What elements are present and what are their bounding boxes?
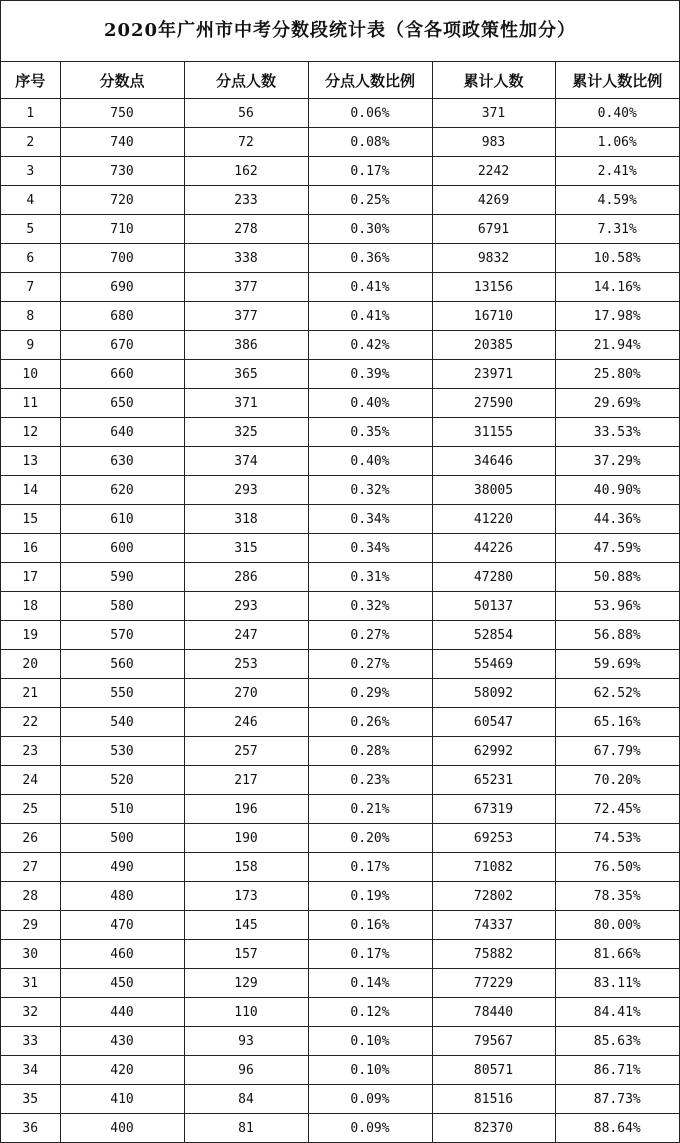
cell-cumulative: 72802 bbox=[432, 882, 555, 911]
cell-cumulative-ratio: 70.20% bbox=[555, 766, 679, 795]
cell-cumulative: 27590 bbox=[432, 389, 555, 418]
cell-score: 750 bbox=[60, 99, 184, 128]
table-row bbox=[1, 128, 679, 157]
cell-score: 560 bbox=[60, 650, 184, 679]
cell-cumulative: 71082 bbox=[432, 853, 555, 882]
table-row bbox=[1, 563, 679, 592]
cell-count-ratio: 0.36% bbox=[308, 244, 432, 273]
cell-cumulative-ratio: 37.29% bbox=[555, 447, 679, 476]
cell-count: 246 bbox=[184, 708, 308, 737]
cell-score: 530 bbox=[60, 737, 184, 766]
cell-cumulative: 41220 bbox=[432, 505, 555, 534]
cell-count-ratio: 0.34% bbox=[308, 534, 432, 563]
cell-cumulative-ratio: 40.90% bbox=[555, 476, 679, 505]
cell-index: 5 bbox=[1, 215, 60, 244]
cell-score: 570 bbox=[60, 621, 184, 650]
cell-score: 440 bbox=[60, 998, 184, 1027]
cell-index: 13 bbox=[1, 447, 60, 476]
cell-cumulative-ratio: 74.53% bbox=[555, 824, 679, 853]
cell-score: 420 bbox=[60, 1056, 184, 1085]
table-row bbox=[1, 331, 679, 360]
cell-score: 730 bbox=[60, 157, 184, 186]
cell-count: 173 bbox=[184, 882, 308, 911]
cell-count: 325 bbox=[184, 418, 308, 447]
cell-count: 158 bbox=[184, 853, 308, 882]
table-row bbox=[1, 360, 679, 389]
cell-count: 377 bbox=[184, 273, 308, 302]
table-row bbox=[1, 737, 679, 766]
table-row bbox=[1, 418, 679, 447]
cell-index: 22 bbox=[1, 708, 60, 737]
cell-count-ratio: 0.31% bbox=[308, 563, 432, 592]
cell-index: 25 bbox=[1, 795, 60, 824]
cell-cumulative-ratio: 53.96% bbox=[555, 592, 679, 621]
cell-index: 24 bbox=[1, 766, 60, 795]
cell-cumulative-ratio: 25.80% bbox=[555, 360, 679, 389]
cell-count-ratio: 0.19% bbox=[308, 882, 432, 911]
cell-cumulative: 2242 bbox=[432, 157, 555, 186]
cell-index: 26 bbox=[1, 824, 60, 853]
cell-score: 490 bbox=[60, 853, 184, 882]
cell-cumulative-ratio: 10.58% bbox=[555, 244, 679, 273]
cell-score: 540 bbox=[60, 708, 184, 737]
cell-cumulative: 47280 bbox=[432, 563, 555, 592]
table-row bbox=[1, 534, 679, 563]
cell-count-ratio: 0.09% bbox=[308, 1114, 432, 1143]
cell-cumulative: 55469 bbox=[432, 650, 555, 679]
table-row bbox=[1, 824, 679, 853]
table-row bbox=[1, 505, 679, 534]
cell-cumulative-ratio: 29.69% bbox=[555, 389, 679, 418]
cell-index: 18 bbox=[1, 592, 60, 621]
cell-cumulative: 34646 bbox=[432, 447, 555, 476]
cell-count: 257 bbox=[184, 737, 308, 766]
table-row bbox=[1, 447, 679, 476]
header-row bbox=[1, 62, 679, 99]
table-row bbox=[1, 882, 679, 911]
table-header bbox=[1, 62, 679, 99]
cell-score: 550 bbox=[60, 679, 184, 708]
cell-count: 247 bbox=[184, 621, 308, 650]
table-row bbox=[1, 708, 679, 737]
table-body bbox=[1, 99, 679, 1143]
cell-count: 129 bbox=[184, 969, 308, 998]
cell-count: 374 bbox=[184, 447, 308, 476]
cell-score: 720 bbox=[60, 186, 184, 215]
cell-count: 377 bbox=[184, 302, 308, 331]
cell-cumulative: 16710 bbox=[432, 302, 555, 331]
cell-count-ratio: 0.41% bbox=[308, 302, 432, 331]
cell-cumulative: 62992 bbox=[432, 737, 555, 766]
cell-index: 17 bbox=[1, 563, 60, 592]
table-row bbox=[1, 389, 679, 418]
table-row bbox=[1, 186, 679, 215]
cell-score: 600 bbox=[60, 534, 184, 563]
header-cumulative-ratio: 累计人数比例 bbox=[555, 62, 679, 99]
cell-count-ratio: 0.10% bbox=[308, 1027, 432, 1056]
cell-count-ratio: 0.23% bbox=[308, 766, 432, 795]
cell-cumulative: 79567 bbox=[432, 1027, 555, 1056]
header-cumulative: 累计人数 bbox=[432, 62, 555, 99]
cell-cumulative-ratio: 84.41% bbox=[555, 998, 679, 1027]
cell-count: 110 bbox=[184, 998, 308, 1027]
cell-index: 34 bbox=[1, 1056, 60, 1085]
cell-cumulative: 65231 bbox=[432, 766, 555, 795]
cell-index: 33 bbox=[1, 1027, 60, 1056]
cell-cumulative-ratio: 86.71% bbox=[555, 1056, 679, 1085]
table-row bbox=[1, 853, 679, 882]
cell-count-ratio: 0.25% bbox=[308, 186, 432, 215]
cell-count: 293 bbox=[184, 476, 308, 505]
cell-count-ratio: 0.16% bbox=[308, 911, 432, 940]
cell-cumulative: 52854 bbox=[432, 621, 555, 650]
cell-count: 278 bbox=[184, 215, 308, 244]
cell-count-ratio: 0.17% bbox=[308, 940, 432, 969]
cell-cumulative-ratio: 62.52% bbox=[555, 679, 679, 708]
cell-count-ratio: 0.14% bbox=[308, 969, 432, 998]
score-table bbox=[1, 62, 679, 1143]
cell-score: 680 bbox=[60, 302, 184, 331]
cell-cumulative-ratio: 65.16% bbox=[555, 708, 679, 737]
cell-score: 740 bbox=[60, 128, 184, 157]
cell-count: 386 bbox=[184, 331, 308, 360]
cell-score: 480 bbox=[60, 882, 184, 911]
cell-count: 196 bbox=[184, 795, 308, 824]
cell-score: 400 bbox=[60, 1114, 184, 1143]
table-row bbox=[1, 592, 679, 621]
cell-score: 620 bbox=[60, 476, 184, 505]
cell-count: 190 bbox=[184, 824, 308, 853]
cell-count: 145 bbox=[184, 911, 308, 940]
cell-score: 590 bbox=[60, 563, 184, 592]
cell-cumulative-ratio: 2.41% bbox=[555, 157, 679, 186]
table-row bbox=[1, 1056, 679, 1085]
cell-count: 315 bbox=[184, 534, 308, 563]
cell-score: 470 bbox=[60, 911, 184, 940]
cell-cumulative: 81516 bbox=[432, 1085, 555, 1114]
cell-count-ratio: 0.17% bbox=[308, 853, 432, 882]
cell-index: 21 bbox=[1, 679, 60, 708]
cell-count: 286 bbox=[184, 563, 308, 592]
cell-cumulative-ratio: 44.36% bbox=[555, 505, 679, 534]
cell-cumulative-ratio: 0.40% bbox=[555, 99, 679, 128]
cell-index: 35 bbox=[1, 1085, 60, 1114]
table-row bbox=[1, 969, 679, 998]
cell-score: 660 bbox=[60, 360, 184, 389]
header-index: 序号 bbox=[1, 62, 60, 99]
cell-cumulative-ratio: 1.06% bbox=[555, 128, 679, 157]
cell-index: 36 bbox=[1, 1114, 60, 1143]
cell-cumulative-ratio: 72.45% bbox=[555, 795, 679, 824]
cell-cumulative: 44226 bbox=[432, 534, 555, 563]
cell-score: 630 bbox=[60, 447, 184, 476]
table-row bbox=[1, 157, 679, 186]
cell-cumulative-ratio: 56.88% bbox=[555, 621, 679, 650]
cell-count-ratio: 0.40% bbox=[308, 447, 432, 476]
cell-cumulative: 983 bbox=[432, 128, 555, 157]
cell-score: 640 bbox=[60, 418, 184, 447]
table-row bbox=[1, 998, 679, 1027]
cell-cumulative: 77229 bbox=[432, 969, 555, 998]
cell-score: 650 bbox=[60, 389, 184, 418]
header-score: 分数点 bbox=[60, 62, 184, 99]
cell-cumulative: 78440 bbox=[432, 998, 555, 1027]
cell-index: 7 bbox=[1, 273, 60, 302]
cell-count: 81 bbox=[184, 1114, 308, 1143]
cell-index: 11 bbox=[1, 389, 60, 418]
table-row bbox=[1, 1114, 679, 1143]
cell-count: 270 bbox=[184, 679, 308, 708]
table-row bbox=[1, 679, 679, 708]
cell-count-ratio: 0.28% bbox=[308, 737, 432, 766]
cell-cumulative: 60547 bbox=[432, 708, 555, 737]
cell-cumulative-ratio: 80.00% bbox=[555, 911, 679, 940]
cell-index: 29 bbox=[1, 911, 60, 940]
cell-count-ratio: 0.32% bbox=[308, 592, 432, 621]
cell-count-ratio: 0.17% bbox=[308, 157, 432, 186]
table-row bbox=[1, 476, 679, 505]
table-row bbox=[1, 766, 679, 795]
table-row bbox=[1, 940, 679, 969]
cell-score: 690 bbox=[60, 273, 184, 302]
table-title: 2020年广州市中考分数段统计表（含各项政策性加分） bbox=[1, 0, 679, 62]
cell-cumulative-ratio: 67.79% bbox=[555, 737, 679, 766]
cell-cumulative-ratio: 17.98% bbox=[555, 302, 679, 331]
cell-count: 233 bbox=[184, 186, 308, 215]
cell-count: 318 bbox=[184, 505, 308, 534]
cell-cumulative-ratio: 85.63% bbox=[555, 1027, 679, 1056]
cell-cumulative-ratio: 14.16% bbox=[555, 273, 679, 302]
cell-cumulative-ratio: 50.88% bbox=[555, 563, 679, 592]
cell-count-ratio: 0.32% bbox=[308, 476, 432, 505]
cell-count-ratio: 0.09% bbox=[308, 1085, 432, 1114]
cell-count-ratio: 0.27% bbox=[308, 621, 432, 650]
table-row bbox=[1, 99, 679, 128]
cell-count-ratio: 0.26% bbox=[308, 708, 432, 737]
cell-index: 9 bbox=[1, 331, 60, 360]
cell-cumulative: 58092 bbox=[432, 679, 555, 708]
cell-score: 510 bbox=[60, 795, 184, 824]
cell-index: 20 bbox=[1, 650, 60, 679]
cell-cumulative: 69253 bbox=[432, 824, 555, 853]
cell-cumulative: 75882 bbox=[432, 940, 555, 969]
cell-score: 450 bbox=[60, 969, 184, 998]
cell-count: 84 bbox=[184, 1085, 308, 1114]
cell-index: 8 bbox=[1, 302, 60, 331]
cell-count-ratio: 0.35% bbox=[308, 418, 432, 447]
cell-index: 14 bbox=[1, 476, 60, 505]
cell-index: 1 bbox=[1, 99, 60, 128]
cell-count-ratio: 0.06% bbox=[308, 99, 432, 128]
cell-cumulative-ratio: 59.69% bbox=[555, 650, 679, 679]
cell-score: 460 bbox=[60, 940, 184, 969]
cell-index: 27 bbox=[1, 853, 60, 882]
cell-cumulative: 38005 bbox=[432, 476, 555, 505]
cell-index: 3 bbox=[1, 157, 60, 186]
cell-score: 580 bbox=[60, 592, 184, 621]
cell-cumulative-ratio: 81.66% bbox=[555, 940, 679, 969]
header-count-ratio: 分点人数比例 bbox=[308, 62, 432, 99]
cell-index: 23 bbox=[1, 737, 60, 766]
cell-count: 217 bbox=[184, 766, 308, 795]
cell-count-ratio: 0.27% bbox=[308, 650, 432, 679]
cell-count-ratio: 0.41% bbox=[308, 273, 432, 302]
cell-count-ratio: 0.10% bbox=[308, 1056, 432, 1085]
cell-cumulative-ratio: 33.53% bbox=[555, 418, 679, 447]
cell-count: 72 bbox=[184, 128, 308, 157]
table-row bbox=[1, 273, 679, 302]
cell-cumulative: 4269 bbox=[432, 186, 555, 215]
cell-count: 338 bbox=[184, 244, 308, 273]
cell-cumulative: 31155 bbox=[432, 418, 555, 447]
table-row bbox=[1, 795, 679, 824]
cell-index: 15 bbox=[1, 505, 60, 534]
cell-count: 253 bbox=[184, 650, 308, 679]
cell-cumulative-ratio: 21.94% bbox=[555, 331, 679, 360]
cell-index: 30 bbox=[1, 940, 60, 969]
cell-cumulative-ratio: 7.31% bbox=[555, 215, 679, 244]
cell-cumulative: 74337 bbox=[432, 911, 555, 940]
cell-count: 96 bbox=[184, 1056, 308, 1085]
cell-count: 365 bbox=[184, 360, 308, 389]
table-row bbox=[1, 1085, 679, 1114]
cell-cumulative: 80571 bbox=[432, 1056, 555, 1085]
header-count: 分点人数 bbox=[184, 62, 308, 99]
cell-count: 162 bbox=[184, 157, 308, 186]
table-row bbox=[1, 215, 679, 244]
cell-cumulative: 82370 bbox=[432, 1114, 555, 1143]
cell-count-ratio: 0.08% bbox=[308, 128, 432, 157]
cell-cumulative: 6791 bbox=[432, 215, 555, 244]
cell-count-ratio: 0.34% bbox=[308, 505, 432, 534]
cell-count-ratio: 0.42% bbox=[308, 331, 432, 360]
cell-index: 2 bbox=[1, 128, 60, 157]
cell-score: 430 bbox=[60, 1027, 184, 1056]
table-row bbox=[1, 302, 679, 331]
cell-count-ratio: 0.29% bbox=[308, 679, 432, 708]
table-row bbox=[1, 911, 679, 940]
cell-cumulative-ratio: 78.35% bbox=[555, 882, 679, 911]
cell-count-ratio: 0.30% bbox=[308, 215, 432, 244]
cell-count-ratio: 0.21% bbox=[308, 795, 432, 824]
cell-score: 410 bbox=[60, 1085, 184, 1114]
cell-cumulative: 9832 bbox=[432, 244, 555, 273]
cell-cumulative-ratio: 83.11% bbox=[555, 969, 679, 998]
cell-cumulative: 67319 bbox=[432, 795, 555, 824]
cell-count: 56 bbox=[184, 99, 308, 128]
cell-index: 10 bbox=[1, 360, 60, 389]
cell-index: 6 bbox=[1, 244, 60, 273]
cell-cumulative-ratio: 76.50% bbox=[555, 853, 679, 882]
cell-count-ratio: 0.39% bbox=[308, 360, 432, 389]
cell-score: 500 bbox=[60, 824, 184, 853]
cell-index: 12 bbox=[1, 418, 60, 447]
cell-count-ratio: 0.40% bbox=[308, 389, 432, 418]
cell-cumulative: 371 bbox=[432, 99, 555, 128]
cell-score: 520 bbox=[60, 766, 184, 795]
table-row bbox=[1, 244, 679, 273]
cell-index: 28 bbox=[1, 882, 60, 911]
cell-score: 670 bbox=[60, 331, 184, 360]
cell-index: 32 bbox=[1, 998, 60, 1027]
cell-cumulative: 20385 bbox=[432, 331, 555, 360]
cell-score: 700 bbox=[60, 244, 184, 273]
cell-score: 610 bbox=[60, 505, 184, 534]
cell-index: 31 bbox=[1, 969, 60, 998]
cell-index: 19 bbox=[1, 621, 60, 650]
table-row bbox=[1, 621, 679, 650]
cell-count: 371 bbox=[184, 389, 308, 418]
cell-cumulative-ratio: 47.59% bbox=[555, 534, 679, 563]
cell-count: 157 bbox=[184, 940, 308, 969]
cell-cumulative: 23971 bbox=[432, 360, 555, 389]
cell-count: 293 bbox=[184, 592, 308, 621]
cell-cumulative-ratio: 4.59% bbox=[555, 186, 679, 215]
cell-cumulative-ratio: 88.64% bbox=[555, 1114, 679, 1143]
table-row bbox=[1, 650, 679, 679]
cell-cumulative: 13156 bbox=[432, 273, 555, 302]
cell-score: 710 bbox=[60, 215, 184, 244]
cell-index: 16 bbox=[1, 534, 60, 563]
cell-cumulative: 50137 bbox=[432, 592, 555, 621]
cell-cumulative-ratio: 87.73% bbox=[555, 1085, 679, 1114]
cell-count: 93 bbox=[184, 1027, 308, 1056]
cell-count-ratio: 0.20% bbox=[308, 824, 432, 853]
cell-count-ratio: 0.12% bbox=[308, 998, 432, 1027]
table-row bbox=[1, 1027, 679, 1056]
cell-index: 4 bbox=[1, 186, 60, 215]
